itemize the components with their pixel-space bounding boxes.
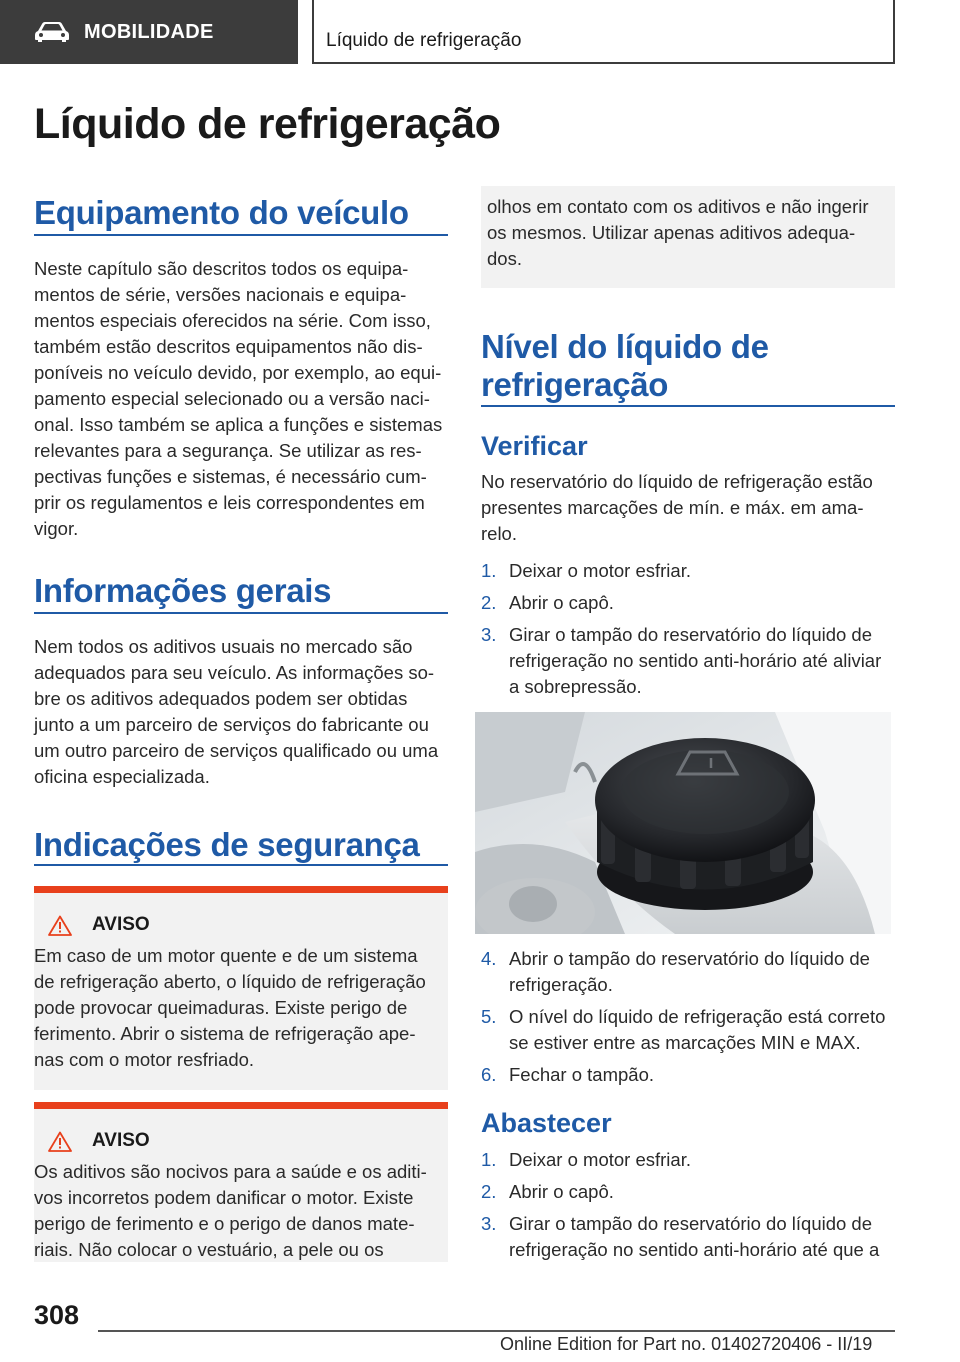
- step-text-line: a sobrepressão.: [509, 676, 642, 697]
- edition-footer: Online Edition for Part no. 01402720406 - II/19: [500, 1334, 873, 1354]
- step-number: 1.: [481, 560, 497, 581]
- step-number: 1.: [481, 1149, 497, 1170]
- text-line: prir os regulamentos e leis correspondentes em: [34, 492, 425, 513]
- heading-fill: Abastecer: [481, 1108, 612, 1138]
- step-text-line: se estiver entre as marcações MIN e MAX.: [509, 1032, 861, 1053]
- text-line: adequados para seu veículo. As informações so-: [34, 662, 435, 683]
- coolant-reservoir-photo: [475, 712, 891, 934]
- heading-safety: Indicações de segurança: [34, 826, 420, 863]
- text-line: Em caso de um motor quente e de um sistema: [34, 945, 418, 966]
- warning-box: [34, 886, 448, 1090]
- header-divider-right: [893, 0, 895, 64]
- warning-bar: [34, 886, 448, 893]
- step-text-line: refrigeração no sentido anti-horário até que a: [509, 1239, 880, 1260]
- check-steps-list: [481, 558, 899, 706]
- text-line: No reservatório do líquido de refrigeração estão: [481, 471, 873, 492]
- text-line: vigor.: [34, 518, 79, 539]
- text-line: nas com o motor resfriado.: [34, 1049, 255, 1070]
- warning-text: [34, 943, 448, 1073]
- text-line: Os aditivos são nocivos para a saúde e os aditi-: [34, 1161, 427, 1182]
- text-line: perigo de ferimento e o perigo de danos mate-: [34, 1213, 415, 1234]
- heading-rule: [34, 234, 448, 236]
- warning-text: [34, 1159, 448, 1263]
- step-text-line: refrigeração no sentido anti-horário até aliviar: [509, 650, 882, 671]
- coolant-cap-illustration: [475, 712, 891, 934]
- list-item: [481, 590, 899, 616]
- text-line: ferimento. Abrir o sistema de refrigeração ape-: [34, 1023, 416, 1044]
- step-text-line: Abrir o capô.: [509, 592, 614, 613]
- general-info-paragraph: [34, 634, 452, 790]
- text-line: onal. Isso também se aplica a funções e sistemas: [34, 414, 443, 435]
- step-text-line: Girar o tampão do reservatório do líquido de: [509, 1213, 873, 1234]
- list-item: [481, 1211, 899, 1263]
- text-line: Nem todos os aditivos usuais no mercado são: [34, 636, 413, 657]
- warning-label: AVISO: [92, 1130, 150, 1151]
- text-line: mentos de série, versões nacionais e equipa-: [34, 284, 407, 305]
- text-line: presentes marcações de mín. e máx. em ama-: [481, 497, 864, 518]
- text-line: Neste capítulo são descritos todos os equipa-: [34, 258, 409, 279]
- warning-header: [48, 1130, 150, 1152]
- step-number: 3.: [481, 1213, 497, 1234]
- text-line: mentos especiais oferecidos na série. Com isso,: [34, 310, 431, 331]
- header-underline: [312, 62, 895, 64]
- list-item: [481, 1179, 899, 1205]
- page-number: 308: [34, 1300, 80, 1330]
- list-item: [481, 622, 899, 700]
- text-line: riais. Não colocar o vestuário, a pele ou os: [34, 1239, 384, 1260]
- heading-rule: [481, 405, 895, 407]
- text-line: junto a um parceiro de serviços do fabricante ou: [34, 714, 429, 735]
- list-item: [481, 946, 899, 998]
- step-text-line: refrigeração.: [509, 974, 613, 995]
- check-paragraph: [481, 469, 895, 547]
- header-divider: [312, 0, 314, 64]
- page-title: Líquido de refrigeração: [34, 100, 501, 148]
- step-number: 2.: [481, 1181, 497, 1202]
- warning-box: [34, 1102, 448, 1262]
- car-icon: [34, 21, 70, 43]
- step-text-line: O nível do líquido de refrigeração está correto: [509, 1006, 886, 1027]
- heading-coolant-level: [481, 328, 769, 404]
- section-label: MOBILIDADE: [84, 20, 214, 43]
- footer-rule: [98, 1330, 895, 1332]
- heading-check: Verificar: [481, 431, 588, 461]
- heading-rule: [34, 612, 448, 614]
- fill-steps-list: [481, 1147, 899, 1269]
- step-number: 6.: [481, 1064, 497, 1085]
- equipment-paragraph: [34, 256, 452, 542]
- text-line: dos.: [487, 248, 522, 269]
- text-line: pode provocar queimaduras. Existe perigo de: [34, 997, 408, 1018]
- text-line: pectivas funções e sistemas, é necessário cum-: [34, 466, 427, 487]
- warning-continuation-text: [487, 194, 895, 272]
- step-text-line: Deixar o motor esfriar.: [509, 560, 691, 581]
- list-item: [481, 1004, 899, 1056]
- step-text-line: Fechar o tampão.: [509, 1064, 654, 1085]
- step-text-line: Abrir o tampão do reservatório do líquido de: [509, 948, 870, 969]
- warning-header: [48, 914, 150, 936]
- text-line: também estão descritos equipamentos não dis-: [34, 336, 423, 357]
- step-number: 5.: [481, 1006, 497, 1027]
- step-number: 4.: [481, 948, 497, 969]
- warning-label: AVISO: [92, 914, 150, 935]
- text-line: os mesmos. Utilizar apenas aditivos adequa-: [487, 222, 856, 243]
- step-text-line: Girar o tampão do reservatório do líquido de: [509, 624, 873, 645]
- text-line: poníveis no veículo devido, por exemplo, ao equi-: [34, 362, 442, 383]
- text-line: um outro parceiro de serviços qualificado ou uma: [34, 740, 439, 761]
- heading-rule: [34, 864, 448, 866]
- section-tab: [0, 0, 298, 64]
- text-line: relevantes para a segurança. Se utilizar as res-: [34, 440, 422, 461]
- list-item: [481, 1147, 899, 1173]
- step-text-line: Abrir o capô.: [509, 1181, 614, 1202]
- heading-vehicle-equipment: Equipamento do veículo: [34, 194, 409, 231]
- check-steps-list-continued: [481, 946, 899, 1094]
- chapter-title: Líquido de refrigeração: [326, 30, 522, 51]
- text-line: olhos em contato com os aditivos e não ingerir: [487, 196, 869, 217]
- step-number: 2.: [481, 592, 497, 613]
- text-line: de refrigeração aberto, o líquido de refrigeração: [34, 971, 426, 992]
- warning-bar: [34, 1102, 448, 1109]
- heading-line: Nível do líquido de: [481, 328, 769, 365]
- text-line: pamento especial selecionado ou a versão naci-: [34, 388, 430, 409]
- heading-line: refrigeração: [481, 366, 669, 403]
- text-line: vos incorretos podem danificar o motor. Existe: [34, 1187, 414, 1208]
- text-line: bre os aditivos adequados podem ser obtidas: [34, 688, 408, 709]
- text-line: oficina especializada.: [34, 766, 210, 787]
- warning-continuation-box: [481, 186, 895, 288]
- step-text-line: Deixar o motor esfriar.: [509, 1149, 691, 1170]
- list-item: [481, 1062, 899, 1088]
- list-item: [481, 558, 899, 584]
- warning-triangle-icon: [48, 1131, 72, 1152]
- warning-triangle-icon: [48, 915, 72, 936]
- text-line: relo.: [481, 523, 517, 544]
- step-number: 3.: [481, 624, 497, 645]
- page-header: [0, 0, 960, 64]
- heading-general-info: Informações gerais: [34, 572, 332, 609]
